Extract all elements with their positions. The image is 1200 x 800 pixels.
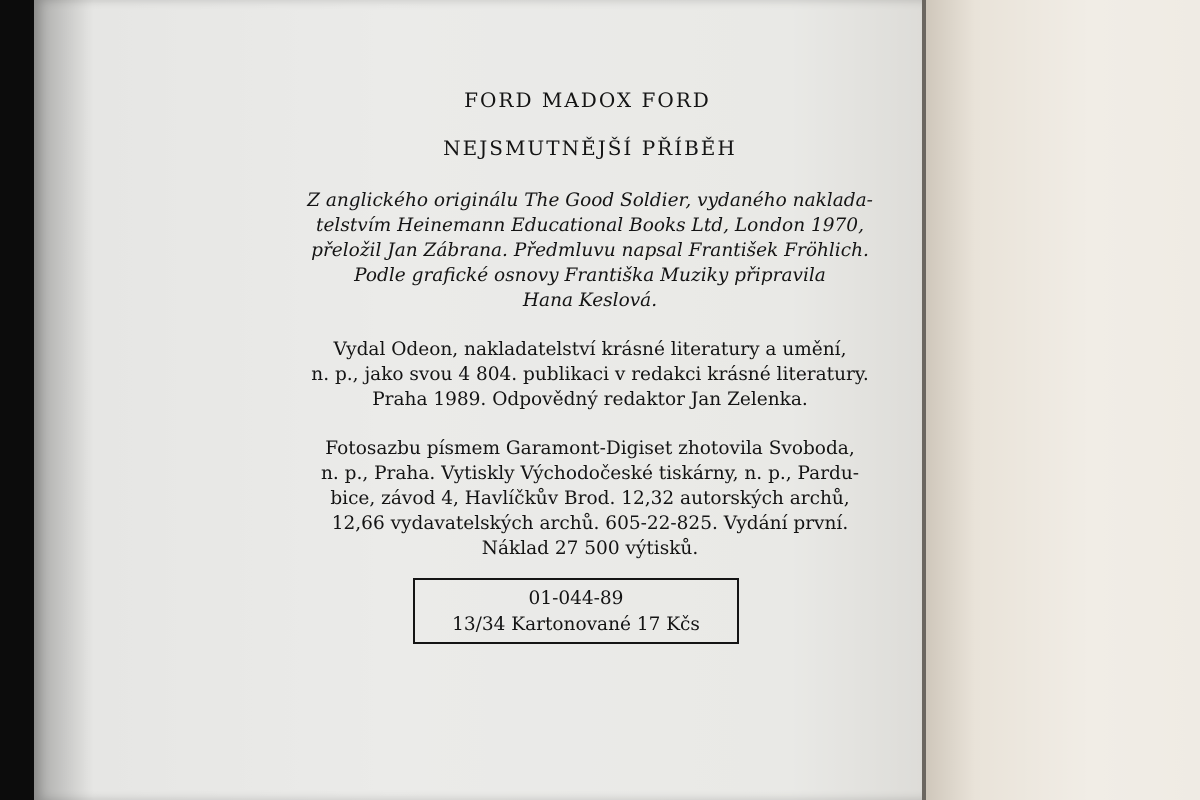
price-label: 13/34 Kartonované 17 Kčs [452, 614, 700, 635]
printing-line: Náklad 27 500 výtisků. [481, 538, 699, 559]
publisher-line: n. p., jako svou 4 804. publikaci v redakci krásné literatury. [311, 364, 869, 385]
printing-line: n. p., Praha. Vytiskly Východočeské tiskárny, n. p., Pardu- [320, 463, 860, 484]
credits-line: telstvím Heinemann Educational Books Ltd, London 1970, [316, 215, 864, 236]
page-shadow [34, 0, 94, 800]
printing-info [290, 436, 890, 561]
printing-line: 12,66 vydavatelských archů. 605-22-825. Vydání první. [331, 513, 849, 534]
colophon [290, 88, 890, 561]
price-box [413, 578, 739, 644]
credits-line: Podle grafické osnovy Františka Muziky připravila [354, 265, 826, 286]
publisher-line: Vydal Odeon, nakladatelství krásné literatury a umění, [333, 339, 847, 360]
credits-line: Z anglického originálu The Good Soldier, vydaného naklada- [307, 190, 873, 211]
credits-line: přeložil Jan Zábrana. Předmluvu napsal František Fröhlich. [311, 240, 869, 261]
credits-line: Hana Keslová. [522, 290, 658, 311]
translation-credits [290, 188, 890, 313]
publisher-info [290, 337, 890, 412]
catalog-code: 01-044-89 [528, 588, 624, 609]
book-page-right [926, 0, 1200, 800]
printing-line: bice, závod 4, Havlíčkův Brod. 12,32 autorských archů, [330, 488, 850, 509]
book-title: NEJSMUTNĚJŠÍ PŘÍBĚH [443, 136, 737, 160]
publisher-line: Praha 1989. Odpovědný redaktor Jan Zelenka. [372, 389, 808, 410]
author-name: FORD MADOX FORD [464, 88, 711, 112]
printing-line: Fotosazbu písmem Garamont-Digiset zhotovila Svoboda, [325, 438, 855, 459]
